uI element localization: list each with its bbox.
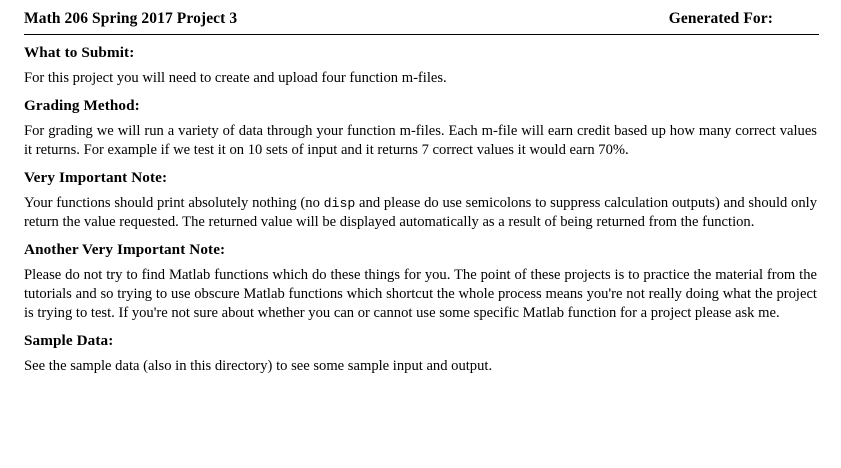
document-title: Math 206 Spring 2017 Project 3 bbox=[24, 10, 238, 27]
header-divider bbox=[24, 34, 819, 35]
section-text-another-very-important-note: Please do not try to find Matlab functions which do these things for you. The point of these projects is to practice the material from the tutorials and so trying to use obscure Matlab functions which shortcut the whole process means you're not really doing what the project is trying to test. If you're not sure about whether you can or cannot use some specific Matlab function for a project please ask me. bbox=[24, 266, 817, 321]
generated-for-group bbox=[669, 10, 817, 28]
section-heading-very-important-note: Very Important Note: bbox=[24, 168, 168, 186]
section-text-sample-data: See the sample data (also in this directory) to see some sample input and output. bbox=[24, 357, 493, 374]
section-heading-another-very-important-note: Another Very Important Note: bbox=[24, 240, 226, 258]
document-body bbox=[24, 44, 819, 376]
document-header bbox=[24, 10, 819, 34]
section-text-what-to-submit: For this project you will need to create and upload four function m-files. bbox=[24, 70, 447, 86]
generated-for-value bbox=[783, 13, 817, 23]
section-text-very-important-note bbox=[24, 194, 817, 232]
generated-for-label: Generated For: bbox=[668, 10, 773, 27]
section-heading-sample-data: Sample Data: bbox=[24, 331, 114, 349]
section-text-grading-method: For grading we will run a variety of data through your function m-files. Each m-file will earn credit based up how many correct values it returns. For example if we test it on 10 sets of input and it returns 7 correct values it would earn 70%. bbox=[24, 122, 817, 158]
section-heading-grading-method: Grading Method: bbox=[24, 96, 140, 114]
section-heading-what-to-submit: What to Submit: bbox=[24, 44, 135, 61]
note-text-before-code: Your functions should print absolutely nothing (no bbox=[24, 194, 324, 211]
note-text-after-code: and please do use semicolons to suppress calculation outputs) and should only return the value requested. The returned value will be displayed automatically as a result of being returned from the function. bbox=[24, 194, 817, 230]
inline-code-disp: disp bbox=[323, 195, 356, 211]
